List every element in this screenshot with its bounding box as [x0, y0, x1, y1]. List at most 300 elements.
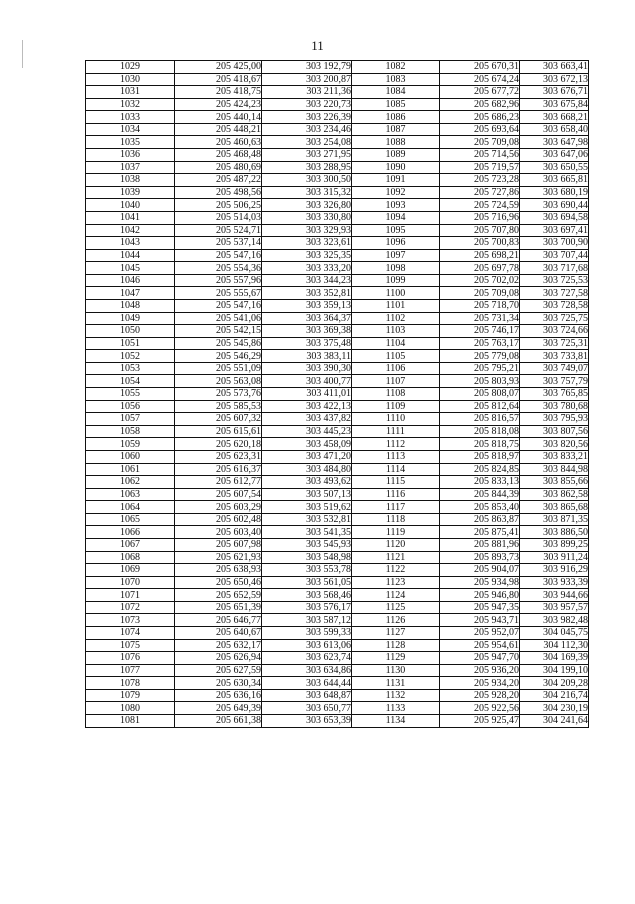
- point-id-right: 1105: [352, 350, 440, 363]
- point-id-left: 1030: [86, 73, 175, 86]
- point-id-right: 1111: [352, 425, 440, 438]
- y-coord-left: 303 541,35: [262, 526, 352, 539]
- x-coord-right: 205 853,40: [440, 501, 520, 514]
- y-coord-right: 303 899,25: [520, 538, 589, 551]
- y-coord-left: 303 507,13: [262, 488, 352, 501]
- x-coord-left: 205 460,63: [175, 136, 262, 149]
- y-coord-left: 303 493,62: [262, 476, 352, 489]
- y-coord-right: 304 230,19: [520, 702, 589, 715]
- y-coord-left: 303 545,93: [262, 538, 352, 551]
- x-coord-left: 205 630,34: [175, 677, 262, 690]
- y-coord-left: 303 315,32: [262, 186, 352, 199]
- x-coord-left: 205 547,16: [175, 299, 262, 312]
- y-coord-right: 303 820,56: [520, 438, 589, 451]
- y-coord-right: 304 112,30: [520, 639, 589, 652]
- x-coord-right: 205 904,07: [440, 564, 520, 577]
- point-id-left: 1059: [86, 438, 175, 451]
- x-coord-left: 205 632,17: [175, 639, 262, 652]
- point-id-left: 1049: [86, 312, 175, 325]
- y-coord-right: 303 717,68: [520, 262, 589, 275]
- x-coord-right: 205 863,87: [440, 513, 520, 526]
- y-coord-right: 303 855,66: [520, 476, 589, 489]
- y-coord-left: 303 458,09: [262, 438, 352, 451]
- point-id-left: 1029: [86, 61, 175, 74]
- x-coord-left: 205 448,21: [175, 123, 262, 136]
- y-coord-right: 303 680,19: [520, 186, 589, 199]
- table-row: [86, 564, 589, 577]
- table-row: [86, 262, 589, 275]
- table-row: [86, 111, 589, 124]
- table-row: [86, 274, 589, 287]
- y-coord-right: 304 199,10: [520, 664, 589, 677]
- x-coord-right: 205 925,47: [440, 715, 520, 728]
- y-coord-left: 303 234,46: [262, 123, 352, 136]
- point-id-right: 1089: [352, 149, 440, 162]
- y-coord-right: 303 780,68: [520, 400, 589, 413]
- point-id-left: 1078: [86, 677, 175, 690]
- point-id-right: 1097: [352, 249, 440, 262]
- point-id-right: 1118: [352, 513, 440, 526]
- y-coord-left: 303 333,20: [262, 262, 352, 275]
- y-coord-left: 303 330,80: [262, 211, 352, 224]
- x-coord-left: 205 607,54: [175, 488, 262, 501]
- point-id-right: 1090: [352, 161, 440, 174]
- x-coord-left: 205 514,03: [175, 211, 262, 224]
- point-id-right: 1125: [352, 601, 440, 614]
- table-row: [86, 677, 589, 690]
- y-coord-left: 303 553,78: [262, 564, 352, 577]
- point-id-right: 1131: [352, 677, 440, 690]
- x-coord-left: 205 418,67: [175, 73, 262, 86]
- y-coord-right: 303 697,41: [520, 224, 589, 237]
- table-row: [86, 249, 589, 262]
- x-coord-right: 205 674,24: [440, 73, 520, 86]
- y-coord-right: 303 676,71: [520, 86, 589, 99]
- x-coord-left: 205 646,77: [175, 614, 262, 627]
- x-coord-right: 205 716,96: [440, 211, 520, 224]
- table-row: [86, 639, 589, 652]
- x-coord-left: 205 468,48: [175, 149, 262, 162]
- point-id-right: 1112: [352, 438, 440, 451]
- y-coord-right: 303 807,56: [520, 425, 589, 438]
- y-coord-right: 303 733,81: [520, 350, 589, 363]
- x-coord-right: 205 946,80: [440, 589, 520, 602]
- y-coord-left: 303 613,06: [262, 639, 352, 652]
- x-coord-left: 205 649,39: [175, 702, 262, 715]
- table-row: [86, 425, 589, 438]
- x-coord-left: 205 627,59: [175, 664, 262, 677]
- y-coord-left: 303 288,95: [262, 161, 352, 174]
- y-coord-left: 303 644,44: [262, 677, 352, 690]
- point-id-right: 1107: [352, 375, 440, 388]
- point-id-right: 1086: [352, 111, 440, 124]
- y-coord-left: 303 271,95: [262, 149, 352, 162]
- x-coord-right: 205 954,61: [440, 639, 520, 652]
- x-coord-left: 205 563,08: [175, 375, 262, 388]
- y-coord-right: 303 694,58: [520, 211, 589, 224]
- x-coord-right: 205 947,70: [440, 652, 520, 665]
- x-coord-left: 205 651,39: [175, 601, 262, 614]
- point-id-left: 1053: [86, 362, 175, 375]
- x-coord-right: 205 952,07: [440, 627, 520, 640]
- point-id-left: 1060: [86, 450, 175, 463]
- table-row: [86, 715, 589, 728]
- y-coord-right: 303 862,58: [520, 488, 589, 501]
- point-id-right: 1134: [352, 715, 440, 728]
- y-coord-left: 303 484,80: [262, 463, 352, 476]
- y-coord-left: 303 634,86: [262, 664, 352, 677]
- x-coord-left: 205 652,59: [175, 589, 262, 602]
- table-row: [86, 337, 589, 350]
- point-id-left: 1072: [86, 601, 175, 614]
- point-id-left: 1036: [86, 149, 175, 162]
- table-row: [86, 576, 589, 589]
- y-coord-left: 303 390,30: [262, 362, 352, 375]
- y-coord-right: 303 833,21: [520, 450, 589, 463]
- table-row: [86, 362, 589, 375]
- point-id-left: 1062: [86, 476, 175, 489]
- point-id-right: 1120: [352, 538, 440, 551]
- x-coord-left: 205 557,96: [175, 274, 262, 287]
- point-id-right: 1109: [352, 400, 440, 413]
- point-id-right: 1082: [352, 61, 440, 74]
- point-id-right: 1102: [352, 312, 440, 325]
- y-coord-left: 303 325,35: [262, 249, 352, 262]
- x-coord-left: 205 506,25: [175, 199, 262, 212]
- table-row: [86, 237, 589, 250]
- point-id-right: 1103: [352, 325, 440, 338]
- x-coord-right: 205 709,08: [440, 287, 520, 300]
- y-coord-left: 303 383,11: [262, 350, 352, 363]
- y-coord-left: 303 300,50: [262, 174, 352, 187]
- x-coord-right: 205 746,17: [440, 325, 520, 338]
- point-id-left: 1064: [86, 501, 175, 514]
- table-row: [86, 589, 589, 602]
- x-coord-left: 205 607,32: [175, 413, 262, 426]
- y-coord-right: 303 663,41: [520, 61, 589, 74]
- point-id-right: 1088: [352, 136, 440, 149]
- point-id-right: 1093: [352, 199, 440, 212]
- x-coord-right: 205 723,28: [440, 174, 520, 187]
- x-coord-left: 205 621,93: [175, 551, 262, 564]
- y-coord-right: 303 865,68: [520, 501, 589, 514]
- y-coord-left: 303 344,23: [262, 274, 352, 287]
- y-coord-left: 303 326,80: [262, 199, 352, 212]
- x-coord-right: 205 682,96: [440, 98, 520, 111]
- point-id-left: 1079: [86, 689, 175, 702]
- point-id-right: 1101: [352, 299, 440, 312]
- x-coord-right: 205 943,71: [440, 614, 520, 627]
- x-coord-left: 205 541,06: [175, 312, 262, 325]
- point-id-left: 1034: [86, 123, 175, 136]
- point-id-right: 1100: [352, 287, 440, 300]
- point-id-left: 1061: [86, 463, 175, 476]
- y-coord-right: 303 725,31: [520, 337, 589, 350]
- x-coord-right: 205 934,20: [440, 677, 520, 690]
- x-coord-right: 205 702,02: [440, 274, 520, 287]
- x-coord-right: 205 731,34: [440, 312, 520, 325]
- point-id-left: 1057: [86, 413, 175, 426]
- x-coord-right: 205 816,57: [440, 413, 520, 426]
- point-id-right: 1095: [352, 224, 440, 237]
- x-coord-left: 205 585,53: [175, 400, 262, 413]
- point-id-right: 1083: [352, 73, 440, 86]
- table-row: [86, 161, 589, 174]
- point-id-left: 1065: [86, 513, 175, 526]
- y-coord-right: 304 216,74: [520, 689, 589, 702]
- point-id-left: 1056: [86, 400, 175, 413]
- x-coord-left: 205 623,31: [175, 450, 262, 463]
- x-coord-left: 205 487,22: [175, 174, 262, 187]
- x-coord-left: 205 418,75: [175, 86, 262, 99]
- point-id-left: 1035: [86, 136, 175, 149]
- table-row: [86, 174, 589, 187]
- table-row: [86, 413, 589, 426]
- x-coord-left: 205 602,48: [175, 513, 262, 526]
- point-id-right: 1108: [352, 388, 440, 401]
- y-coord-left: 303 375,48: [262, 337, 352, 350]
- x-coord-left: 205 640,67: [175, 627, 262, 640]
- point-id-left: 1063: [86, 488, 175, 501]
- point-id-right: 1129: [352, 652, 440, 665]
- y-coord-right: 303 665,81: [520, 174, 589, 187]
- table-row: [86, 325, 589, 338]
- x-coord-left: 205 573,76: [175, 388, 262, 401]
- point-id-left: 1039: [86, 186, 175, 199]
- point-id-left: 1042: [86, 224, 175, 237]
- y-coord-left: 303 364,37: [262, 312, 352, 325]
- y-coord-left: 303 411,01: [262, 388, 352, 401]
- table-row: [86, 86, 589, 99]
- y-coord-left: 303 568,46: [262, 589, 352, 602]
- x-coord-right: 205 763,17: [440, 337, 520, 350]
- y-coord-right: 303 647,98: [520, 136, 589, 149]
- x-coord-right: 205 808,07: [440, 388, 520, 401]
- y-coord-right: 303 675,84: [520, 98, 589, 111]
- point-id-right: 1091: [352, 174, 440, 187]
- table-row: [86, 136, 589, 149]
- point-id-right: 1087: [352, 123, 440, 136]
- point-id-left: 1040: [86, 199, 175, 212]
- y-coord-right: 303 728,58: [520, 299, 589, 312]
- y-coord-left: 303 648,87: [262, 689, 352, 702]
- x-coord-left: 205 620,18: [175, 438, 262, 451]
- x-coord-left: 205 546,29: [175, 350, 262, 363]
- table-row: [86, 400, 589, 413]
- point-id-right: 1124: [352, 589, 440, 602]
- y-coord-left: 303 519,62: [262, 501, 352, 514]
- x-coord-left: 205 616,37: [175, 463, 262, 476]
- table-row: [86, 614, 589, 627]
- x-coord-left: 205 424,23: [175, 98, 262, 111]
- point-id-left: 1050: [86, 325, 175, 338]
- y-coord-right: 303 871,35: [520, 513, 589, 526]
- table-row: [86, 450, 589, 463]
- point-id-right: 1116: [352, 488, 440, 501]
- y-coord-left: 303 650,77: [262, 702, 352, 715]
- point-id-right: 1126: [352, 614, 440, 627]
- table-row: [86, 123, 589, 136]
- x-coord-right: 205 707,80: [440, 224, 520, 237]
- x-coord-left: 205 547,16: [175, 249, 262, 262]
- point-id-left: 1055: [86, 388, 175, 401]
- point-id-left: 1067: [86, 538, 175, 551]
- y-coord-right: 303 690,44: [520, 199, 589, 212]
- table-row: [86, 538, 589, 551]
- point-id-right: 1121: [352, 551, 440, 564]
- x-coord-left: 205 603,40: [175, 526, 262, 539]
- page-number: 11: [311, 38, 324, 53]
- y-coord-left: 303 623,74: [262, 652, 352, 665]
- point-id-left: 1068: [86, 551, 175, 564]
- y-coord-right: 303 765,85: [520, 388, 589, 401]
- y-coord-left: 303 437,82: [262, 413, 352, 426]
- point-id-left: 1033: [86, 111, 175, 124]
- point-id-right: 1119: [352, 526, 440, 539]
- table-row: [86, 98, 589, 111]
- point-id-left: 1048: [86, 299, 175, 312]
- x-coord-right: 205 724,59: [440, 199, 520, 212]
- y-coord-right: 303 795,93: [520, 413, 589, 426]
- table-row: [86, 438, 589, 451]
- y-coord-left: 303 329,93: [262, 224, 352, 237]
- y-coord-right: 303 707,44: [520, 249, 589, 262]
- y-coord-right: 303 647,06: [520, 149, 589, 162]
- table-row: [86, 149, 589, 162]
- y-coord-left: 303 599,33: [262, 627, 352, 640]
- x-coord-right: 205 803,93: [440, 375, 520, 388]
- y-coord-right: 303 724,66: [520, 325, 589, 338]
- point-id-right: 1084: [352, 86, 440, 99]
- point-id-right: 1130: [352, 664, 440, 677]
- y-coord-right: 303 916,29: [520, 564, 589, 577]
- y-coord-right: 303 725,53: [520, 274, 589, 287]
- point-id-right: 1127: [352, 627, 440, 640]
- point-id-left: 1046: [86, 274, 175, 287]
- y-coord-right: 303 844,98: [520, 463, 589, 476]
- table-row: [86, 186, 589, 199]
- x-coord-right: 205 677,72: [440, 86, 520, 99]
- x-coord-right: 205 812,64: [440, 400, 520, 413]
- x-coord-right: 205 693,64: [440, 123, 520, 136]
- table-row: [86, 551, 589, 564]
- point-id-left: 1041: [86, 211, 175, 224]
- y-coord-left: 303 445,23: [262, 425, 352, 438]
- point-id-right: 1110: [352, 413, 440, 426]
- x-coord-left: 205 545,86: [175, 337, 262, 350]
- y-coord-right: 304 169,39: [520, 652, 589, 665]
- y-coord-left: 303 226,39: [262, 111, 352, 124]
- y-coord-right: 303 668,21: [520, 111, 589, 124]
- y-coord-right: 304 209,28: [520, 677, 589, 690]
- y-coord-left: 303 587,12: [262, 614, 352, 627]
- x-coord-right: 205 928,20: [440, 689, 520, 702]
- y-coord-right: 303 672,13: [520, 73, 589, 86]
- table-row: [86, 388, 589, 401]
- point-id-left: 1066: [86, 526, 175, 539]
- x-coord-right: 205 824,85: [440, 463, 520, 476]
- table-row: [86, 61, 589, 74]
- table-row: [86, 199, 589, 212]
- x-coord-right: 205 936,20: [440, 664, 520, 677]
- point-id-left: 1077: [86, 664, 175, 677]
- table-row: [86, 350, 589, 363]
- table-row: [86, 287, 589, 300]
- point-id-left: 1081: [86, 715, 175, 728]
- y-coord-left: 303 561,05: [262, 576, 352, 589]
- x-coord-right: 205 686,23: [440, 111, 520, 124]
- y-coord-right: 304 241,64: [520, 715, 589, 728]
- x-coord-left: 205 480,69: [175, 161, 262, 174]
- x-coord-left: 205 607,98: [175, 538, 262, 551]
- x-coord-right: 205 719,57: [440, 161, 520, 174]
- x-coord-right: 205 698,21: [440, 249, 520, 262]
- point-id-left: 1047: [86, 287, 175, 300]
- point-id-left: 1037: [86, 161, 175, 174]
- coordinates-table-body: [86, 61, 589, 728]
- table-row: [86, 513, 589, 526]
- point-id-right: 1122: [352, 564, 440, 577]
- point-id-right: 1094: [352, 211, 440, 224]
- x-coord-right: 205 670,31: [440, 61, 520, 74]
- table-row: [86, 463, 589, 476]
- y-coord-right: 303 757,79: [520, 375, 589, 388]
- x-coord-right: 205 922,56: [440, 702, 520, 715]
- point-id-right: 1133: [352, 702, 440, 715]
- point-id-left: 1054: [86, 375, 175, 388]
- y-coord-right: 303 886,50: [520, 526, 589, 539]
- x-coord-right: 205 947,35: [440, 601, 520, 614]
- x-coord-left: 205 524,71: [175, 224, 262, 237]
- point-id-left: 1031: [86, 86, 175, 99]
- point-id-left: 1038: [86, 174, 175, 187]
- table-row: [86, 224, 589, 237]
- y-coord-left: 303 352,81: [262, 287, 352, 300]
- x-coord-left: 205 636,16: [175, 689, 262, 702]
- x-coord-left: 205 650,46: [175, 576, 262, 589]
- y-coord-right: 303 658,40: [520, 123, 589, 136]
- x-coord-right: 205 818,08: [440, 425, 520, 438]
- x-coord-right: 205 833,13: [440, 476, 520, 489]
- table-row: [86, 664, 589, 677]
- point-id-right: 1132: [352, 689, 440, 702]
- y-coord-right: 303 650,55: [520, 161, 589, 174]
- point-id-left: 1071: [86, 589, 175, 602]
- y-coord-left: 303 548,98: [262, 551, 352, 564]
- point-id-left: 1070: [86, 576, 175, 589]
- y-coord-right: 304 045,75: [520, 627, 589, 640]
- point-id-left: 1069: [86, 564, 175, 577]
- point-id-left: 1058: [86, 425, 175, 438]
- point-id-right: 1096: [352, 237, 440, 250]
- x-coord-left: 205 542,15: [175, 325, 262, 338]
- point-id-right: 1104: [352, 337, 440, 350]
- x-coord-right: 205 727,86: [440, 186, 520, 199]
- coordinates-table: [85, 60, 589, 728]
- point-id-right: 1106: [352, 362, 440, 375]
- x-coord-right: 205 934,98: [440, 576, 520, 589]
- y-coord-left: 303 254,08: [262, 136, 352, 149]
- table-row: [86, 627, 589, 640]
- y-coord-left: 303 323,61: [262, 237, 352, 250]
- x-coord-right: 205 818,97: [440, 450, 520, 463]
- x-coord-right: 205 779,08: [440, 350, 520, 363]
- y-coord-left: 303 532,81: [262, 513, 352, 526]
- y-coord-left: 303 471,20: [262, 450, 352, 463]
- y-coord-left: 303 653,39: [262, 715, 352, 728]
- point-id-left: 1073: [86, 614, 175, 627]
- point-id-left: 1074: [86, 627, 175, 640]
